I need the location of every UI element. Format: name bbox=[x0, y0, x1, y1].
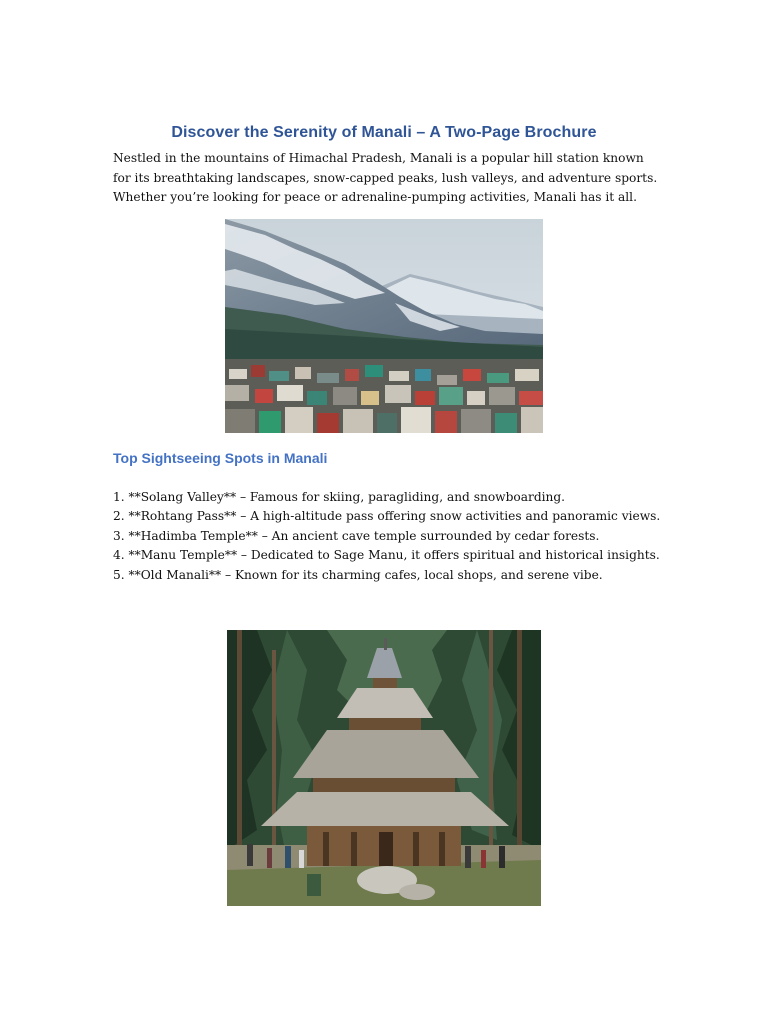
manali-valley-illustration bbox=[225, 219, 543, 433]
list-item: 1. **Solang Valley** – Famous for skiing, paragliding, and snowboarding. bbox=[113, 490, 566, 504]
list-item: 3. **Hadimba Temple** – An ancient cave temple surrounded by cedar forests. bbox=[113, 528, 600, 543]
list-item: 4. **Manu Temple** – Dedicated to Sage Manu, it offers spiritual and historical insights. bbox=[113, 548, 660, 563]
list-item: 5. **Old Manali** – Known for its charming cafes, local shops, and serene vibe. bbox=[113, 567, 603, 582]
manali-valley-photo bbox=[225, 219, 543, 433]
hadimba-temple-photo bbox=[227, 630, 541, 906]
list-item: 2. **Rohtang Pass** – A high-altitude pass offering snow activities and panoramic views. bbox=[113, 509, 661, 524]
sightseeing-list bbox=[113, 488, 673, 585]
page-title: Discover the Serenity of Manali – A Two-Page Brochure bbox=[171, 124, 597, 141]
intro-paragraph: Nestled in the mountains of Himachal Pradesh, Manali is a popular hill station known for its breathtaking landscapes, snow-capped peaks, lush valleys, and adventure sports. Whether you’re looking for peace or adrenaline-pumping activities, Manali has it all. bbox=[113, 151, 658, 205]
section-heading-sightseeing: Top Sightseeing Spots in Manali bbox=[113, 450, 328, 466]
hadimba-temple-illustration bbox=[227, 630, 541, 906]
